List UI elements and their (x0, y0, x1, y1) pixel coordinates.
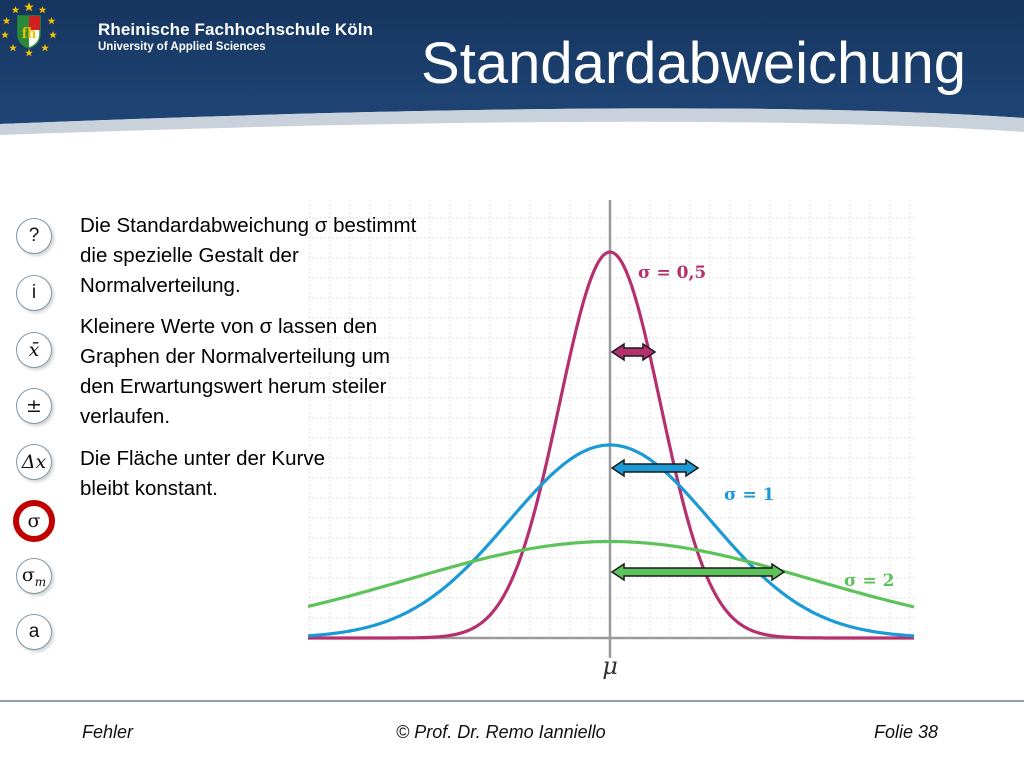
sigma-m-icon: $\sigma_m$ (21, 563, 47, 589)
nav-question-button[interactable] (16, 218, 52, 254)
nav-delta-x-button[interactable] (16, 444, 52, 480)
text-line: bleibt konstant. (80, 477, 218, 500)
paragraph-1 (80, 211, 416, 301)
svg-text:fh: fh (21, 25, 37, 42)
plus-minus-icon: ± (26, 395, 42, 417)
text-line: Normalverteilung. (80, 274, 241, 297)
text-line: Graphen der Normalverteilung um (80, 345, 390, 368)
width-arrow-2 (612, 564, 784, 580)
nav-sigma-m-button[interactable] (16, 558, 52, 594)
sigma-icon: σ (27, 510, 41, 532)
delta-x-icon: Δx (21, 451, 47, 473)
footer-slide-number: Folie 38 (874, 722, 939, 742)
letter-a-icon: a (28, 621, 40, 642)
text-line: Die Fläche unter der Kurve (80, 447, 325, 470)
nav-info-button[interactable] (16, 275, 52, 311)
text-line: die spezielle Gestalt der (80, 244, 299, 267)
series-label-0: σ = 0,5 (638, 263, 707, 283)
footer-course: Fehler (82, 722, 134, 742)
footer-author: © Prof. Dr. Remo Ianniello (396, 722, 606, 742)
slide-title: Standardabweichung (421, 31, 966, 96)
university-subtitle: University of Applied Sciences (98, 41, 266, 53)
paragraph-3 (80, 444, 325, 504)
x-axis-label: μ (602, 652, 618, 680)
text-line: Die Standardabweichung σ bestimmt (80, 214, 417, 237)
paragraph-2 (80, 312, 390, 432)
university-logo (0, 0, 58, 58)
nav-mean-button[interactable] (16, 332, 52, 368)
series-label-1: σ = 1 (724, 485, 775, 505)
header-banner (0, 0, 1024, 135)
footer-divider (0, 700, 1024, 702)
series-label-2: σ = 2 (844, 571, 895, 591)
nav-sigma-button[interactable] (13, 500, 55, 542)
mean-icon: x̄ (28, 339, 40, 361)
info-icon: i (31, 282, 37, 303)
text-line: verlaufen. (80, 405, 171, 428)
university-name: Rheinische Fachhochschule Köln (98, 20, 374, 39)
text-line: Kleinere Werte von σ lassen den (80, 315, 378, 338)
question-icon: ? (28, 225, 40, 246)
nav-plus-minus-button[interactable] (16, 388, 52, 424)
text-line: den Erwartungswert herum steiler (80, 375, 387, 398)
nav-a-button[interactable] (16, 614, 52, 650)
